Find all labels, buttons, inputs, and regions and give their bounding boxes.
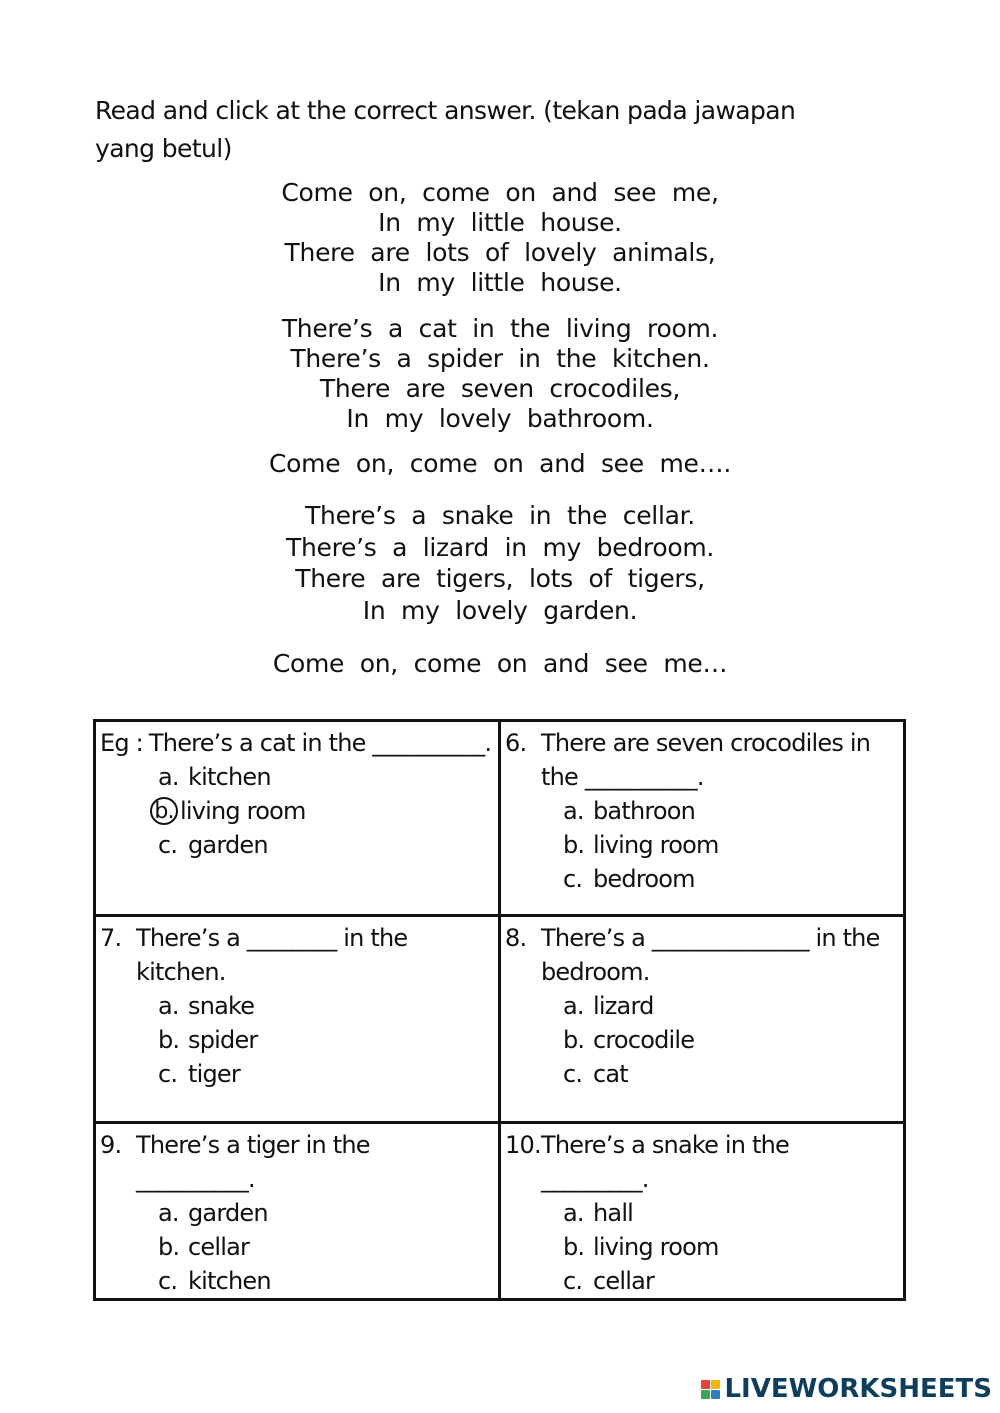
option-letter: a. (158, 992, 179, 1020)
liveworksheets-logo[interactable] (701, 1374, 992, 1404)
question-6 (500, 721, 905, 916)
question-eg (95, 721, 500, 916)
logo-square (701, 1390, 710, 1399)
option-letter: a. (563, 797, 584, 825)
option-letter: a. (158, 763, 179, 791)
option-letter: c. (158, 831, 178, 859)
question-number: 8. (505, 924, 527, 952)
question-text: There’s a ______________ in the bedroom. (541, 924, 880, 986)
option-a[interactable] (563, 794, 899, 828)
song-line: There are tigers, lots of tigers, (295, 564, 705, 593)
question-7 (95, 916, 500, 1123)
option-a[interactable] (158, 989, 494, 1023)
song-line: There’s a snake in the cellar. (305, 501, 695, 530)
option-text: tiger (188, 1060, 240, 1088)
option-c[interactable] (158, 1057, 494, 1091)
option-text: kitchen (188, 763, 271, 791)
question-number: 6. (505, 729, 527, 757)
logo-square (711, 1380, 720, 1389)
song-line: In my little house. (378, 208, 622, 237)
option-letter: b. (563, 1233, 585, 1261)
logo-square (701, 1380, 710, 1389)
selected-answer-circle: b. (150, 797, 178, 825)
question-text: There’s a snake in the _________. (541, 1131, 789, 1193)
option-c[interactable] (158, 828, 494, 862)
song-line: In my little house. (378, 268, 622, 297)
song-line: Come on, come on and see me, (281, 178, 719, 207)
song-line: There’s a lizard in my bedroom. (285, 532, 715, 562)
option-b[interactable] (563, 828, 899, 862)
song-verse-3 (230, 500, 770, 626)
question-number: 9. (100, 1131, 122, 1159)
option-c[interactable] (563, 1264, 899, 1298)
option-a[interactable] (563, 1196, 899, 1230)
option-text: cat (593, 1060, 628, 1088)
option-text: living room (593, 1233, 719, 1261)
song-verse-1 (230, 178, 770, 298)
option-b[interactable] (563, 1023, 899, 1057)
option-letter: b. (563, 1026, 585, 1054)
song-line: There are lots of lovely animals, (284, 238, 716, 267)
instruction-text: Read and click at the correct answer. (tekan pada jawapan yang betul) (95, 96, 796, 163)
option-c[interactable] (563, 1057, 899, 1091)
option-b-selected[interactable] (154, 794, 494, 828)
option-text: garden (188, 1199, 268, 1227)
option-a[interactable] (158, 760, 494, 794)
song-chorus-2 (230, 649, 770, 679)
option-c[interactable] (563, 862, 899, 896)
option-text: living room (180, 797, 306, 825)
song-line: There’s a cat in the living room. (281, 314, 719, 343)
option-letter: b. (158, 1026, 180, 1054)
song-line: In my lovely garden. (362, 595, 638, 625)
option-letter: c. (563, 1060, 583, 1088)
option-text: bedroom (593, 865, 695, 893)
option-text: living room (593, 831, 719, 859)
question-number: 7. (100, 924, 122, 952)
question-number: Eg : (100, 729, 143, 757)
song-chorus-1 (230, 449, 770, 479)
option-letter: c. (563, 865, 583, 893)
option-letter: a. (563, 1199, 584, 1227)
question-10 (500, 1123, 905, 1300)
option-text: garden (188, 831, 268, 859)
option-text: lizard (593, 992, 654, 1020)
option-c[interactable] (158, 1264, 494, 1298)
question-9 (95, 1123, 500, 1300)
option-letter: a. (563, 992, 584, 1020)
option-letter: c. (563, 1267, 583, 1295)
option-text: cellar (188, 1233, 250, 1261)
option-text: crocodile (593, 1026, 695, 1054)
song-line: In my lovely bathroom. (346, 404, 654, 433)
option-a[interactable] (158, 1196, 494, 1230)
liveworksheets-logo-icon (701, 1380, 720, 1399)
option-b[interactable] (158, 1230, 494, 1264)
song-line: There’s a spider in the kitchen. (290, 344, 710, 373)
logo-square (711, 1390, 720, 1399)
song-line: Come on, come on and see me… (272, 649, 728, 678)
option-text: cellar (593, 1267, 655, 1295)
option-text: kitchen (188, 1267, 271, 1295)
option-a[interactable] (563, 989, 899, 1023)
option-text: snake (188, 992, 255, 1020)
quiz-table (93, 719, 906, 1301)
liveworksheets-wordmark: LIVEWORKSHEETS (724, 1374, 992, 1404)
option-letter: a. (158, 1199, 179, 1227)
option-b[interactable] (158, 1023, 494, 1057)
option-letter: b. (563, 831, 585, 859)
song-line: There are seven crocodiles, (319, 374, 681, 403)
option-text: spider (188, 1026, 258, 1054)
question-text: There’s a tiger in the __________. (136, 1131, 370, 1193)
song-line: Come on, come on and see me…. (269, 449, 731, 478)
option-text: hall (593, 1199, 634, 1227)
song-verse-2 (230, 314, 770, 434)
question-8 (500, 916, 905, 1123)
option-letter: c. (158, 1267, 178, 1295)
option-letter: b. (158, 1233, 180, 1261)
option-b[interactable] (563, 1230, 899, 1264)
option-text: bathroon (593, 797, 696, 825)
question-text: There’s a cat in the __________. (148, 729, 492, 757)
option-letter: c. (158, 1060, 178, 1088)
question-text: There are seven crocodiles in the __________. (541, 729, 871, 791)
question-number: 10. (505, 1131, 541, 1159)
question-text: There’s a ________ in the kitchen. (136, 924, 408, 986)
